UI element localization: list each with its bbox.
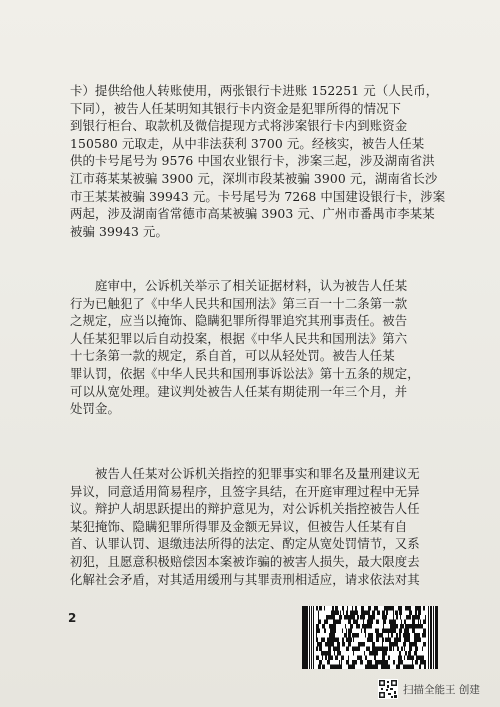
text-line: 可以从宽处理。建议判处被告人任某有期徒刑一年三个月，并 [70, 383, 408, 399]
text-line: 初犯，且愿意积极赔偿因本案被诈骗的被害人损失，最大限度去 [70, 553, 420, 569]
text-line: 市王某某被骗 39943 元。卡号尾号为 7268 中国建设银行卡，涉案 [70, 188, 446, 204]
text-line: 行为已触犯了《中华人民共和国刑法》第三百一十二条第一款 [70, 295, 408, 311]
text-line: 卡）提供给他人转账使用，两张银行卡进账 152251 元（人民币， [70, 83, 439, 98]
watermark-text: 扫描全能王 创建 [403, 683, 480, 696]
text-line: 150580 元取走，从中非法获利 3700 元。经核实，被告人任某 [70, 135, 425, 151]
text-line: 江市蒋某某被骗 3900 元，深圳市段某被骗 3900 元，湖南省长沙 [70, 170, 438, 186]
text-line: 议。辩护人胡思跃提出的辩护意见为，对公诉机关指控被告人任 [70, 501, 420, 517]
text-line: 下同），被告人任某明知其银行卡内资金是犯罪所得的情况下 [70, 100, 402, 116]
text-line: 被告人任某对公诉机关指控的犯罪事实和罪名及量刑建议无 [70, 466, 420, 481]
paragraph-prosecution [70, 277, 450, 418]
page-number: 2 [68, 611, 77, 625]
text-line: 被骗 39943 元。 [70, 223, 168, 239]
text-line: 十七条第一款的规定，系自首，可以从轻处罚。被告人任某 [70, 348, 395, 364]
paragraph-defense [70, 465, 450, 588]
text-line: 罪认罚，依据《中华人民共和国刑事诉讼法》第十五条的规定， [70, 365, 420, 381]
text-line: 首、认罪认罚、退缴违法所得的法定、酌定从宽处罚情节，又系 [70, 536, 420, 552]
text-line: 人任某犯罪以后自动投案，根据《中华人民共和国刑法》第六 [70, 330, 408, 346]
text-line: 之规定，应当以掩饰、隐瞒犯罪所得罪追究其刑事责任。被告 [70, 313, 408, 329]
text-line: 化解社会矛盾，对其适用缓刑与其罪责刑相适应，请求依法对其 [70, 571, 420, 587]
text-line: 两起，涉及湖南省常德市高某被骗 3903 元、广州市番禺市李某某 [70, 206, 435, 222]
text-line: 庭审中，公诉机关举示了相关证据材料，认为被告人任某 [70, 278, 408, 293]
text-line: 供的卡号尾号为 9576 中国农业银行卡，涉案三起，涉及湖南省洪 [70, 153, 435, 169]
text-line: 某犯掩饰、隐瞒犯罪所得罪及金额无异议，但被告人任某有自 [70, 518, 408, 534]
qr-code-icon [378, 679, 398, 699]
pdf417-barcode [302, 606, 438, 669]
text-line: 异议，同意适用简易程序，且签字具结，在开庭审理过程中无异 [70, 483, 420, 499]
barcode-graphic [302, 606, 438, 669]
paragraph-case-facts [70, 82, 450, 240]
text-line: 处罚金。 [70, 401, 120, 417]
text-line: 到银行柜台、取款机及微信提现方式将涉案银行卡内到账资金 [70, 118, 408, 134]
scanner-watermark [378, 678, 480, 700]
